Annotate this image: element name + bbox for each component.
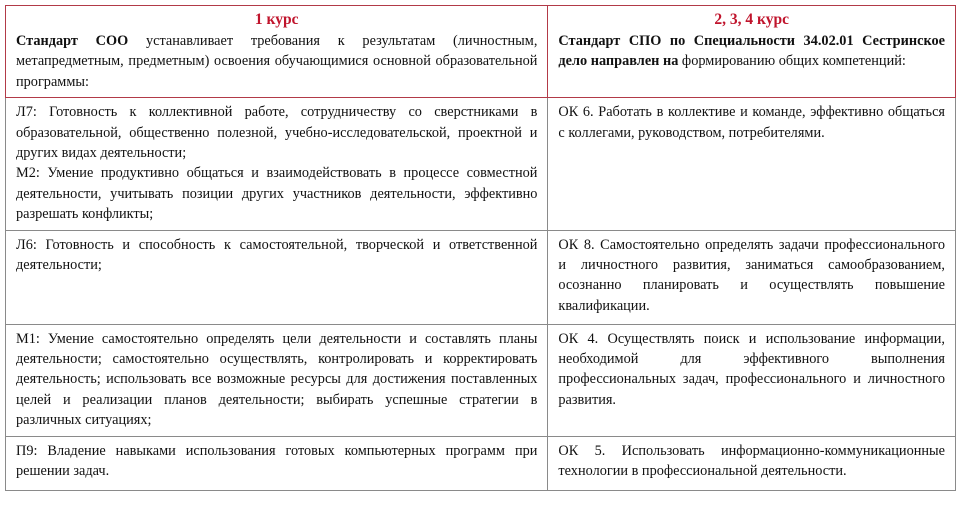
requirement-m1: М1: Умение самостоятельно определять цели деятельности и составлять планы деятельности; самостоятельно осуществлять, контролировать и корректировать деятельность; использовать все возможные ресурсы для достижения поставленных целей и реализации планов деятельности; выбирать успешные стратегии в различных ситуациях; — [16, 330, 538, 429]
table-row — [6, 436, 956, 490]
competency-ok6: ОК 6. Работать в коллективе и команде, эффективно общаться с коллегами, руководством, потребителями. — [558, 104, 945, 141]
header-bold-spo: Стандарт СПО по Специальности 34.02.01 Сестринское дело направлен на — [558, 33, 945, 70]
spo-competency-cell — [548, 324, 956, 436]
header-cell-soo — [6, 6, 548, 98]
requirement-l7: Л7: Готовность к коллективной работе, сотрудничеству со сверстниками в образовательной, общественно полезной, учебно-исследовательской, проектной и других видах деятельности; — [16, 104, 538, 162]
header-text-spo — [558, 31, 945, 72]
soo-requirement-cell — [6, 436, 548, 490]
header-text-soo — [16, 31, 537, 92]
header-row — [6, 6, 956, 98]
spo-competency-cell — [548, 230, 956, 324]
header-cell-spo — [548, 6, 956, 98]
soo-requirement-cell — [6, 230, 548, 324]
table-row — [6, 324, 956, 436]
header-rest-spo: формированию общих компетенций: — [678, 53, 906, 70]
competency-ok8: ОК 8. Самостоятельно определять задачи профессионального и личностного развития, заниматься самообразованием, осознанно планировать и осуществлять повышение квалификации. — [558, 236, 945, 314]
soo-requirement-cell — [6, 98, 548, 230]
soo-requirement-cell — [6, 324, 548, 436]
competency-ok4: ОК 4. Осуществлять поиск и использование информации, необходимой для эффективного выполнения профессиональных задач, профессионального и личностного развития. — [558, 330, 945, 408]
table-row — [6, 230, 956, 324]
competency-ok5: ОК 5. Использовать информационно-коммуникационные технологии в профессиональной деятельности. — [558, 442, 945, 480]
requirement-l6: Л6: Готовность и способность к самостоятельной, творческой и ответственной деятельности; — [16, 236, 538, 274]
competency-table-page — [5, 5, 956, 512]
requirement-p9: П9: Владение навыками использования готовых компьютерных программ при решении задач. — [16, 442, 538, 480]
spo-competency-cell — [548, 436, 956, 490]
header-rest-soo: устанавливает требования к результатам (личностным, метапредметным, предметным) освоения обучающимися основной образовательной программы: — [16, 33, 538, 90]
requirement-m2: М2: Умение продуктивно общаться и взаимодействовать в процессе совместной деятельности, учитывать позиции других участников деятельности, эффективно разрешать конфликты; — [16, 165, 538, 223]
competency-table — [5, 5, 956, 491]
table-row — [6, 98, 956, 230]
course-title-1: 1 курс — [254, 11, 299, 28]
spo-competency-cell — [548, 98, 956, 230]
header-bold-soo: Стандарт СОО — [16, 33, 129, 49]
course-title-2-4: 2, 3, 4 курс — [714, 11, 789, 28]
